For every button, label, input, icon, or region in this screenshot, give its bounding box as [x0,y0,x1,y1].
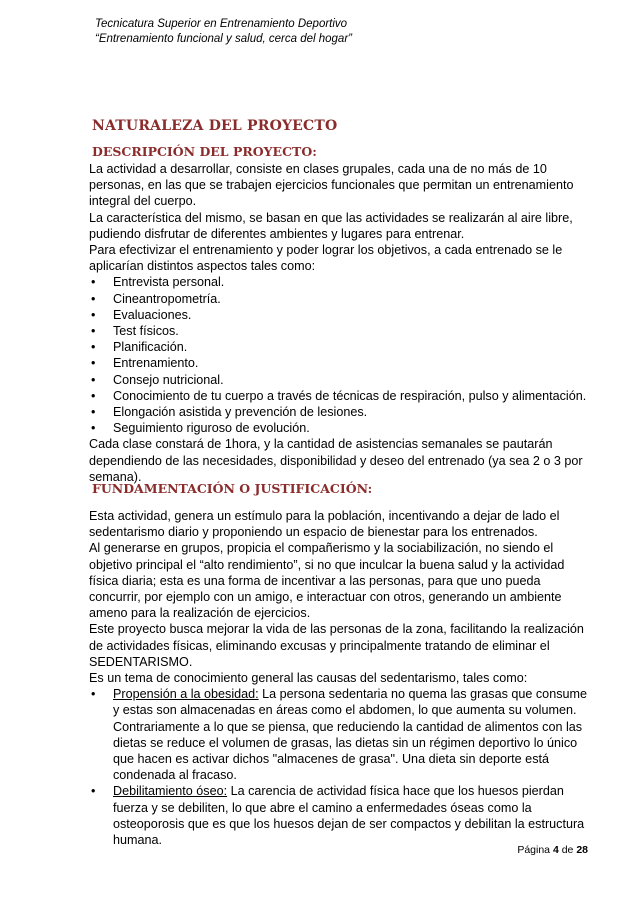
text-line: aplicarían distintos aspectos tales como: [89,259,316,274]
bullet-icon: • [91,307,96,322]
text-line: personas, en las que se trabajen ejercicios funcionales que permitan un entrenamiento [89,178,574,193]
text-line: osteoporosis que es que los huesos dejan de ser compactos y debilitan la estructura [113,816,585,831]
bullet-icon: • [91,405,96,420]
text-line: Contrariamente a lo que se piensa, que reduciendo la cantidad de alimentos con las [113,719,583,734]
text-line: Este proyecto busca mejorar la vida de las personas de la zona, facilitando la realización [89,622,584,637]
bullet-icon: • [91,784,96,799]
section-title: NATURALEZA DEL PROYECTO [92,118,338,134]
fundamentacion-title: FUNDAMENTACIÓN O JUSTIFICACIÓN: [92,481,373,496]
text-line: dependiendo de las necesidades, disponibilidad y deseo del entrenado (ya sea 2 o 3 por [89,453,583,468]
descripcion-body [89,161,609,485]
page-label: Página [517,844,551,856]
list-item: • Elongación asistida y prevención de lesiones. [91,405,368,420]
text-line: pudiendo disfrutar de diferentes ambientes y lugares para entrenar. [89,226,465,241]
bullet-icon: • [91,372,96,387]
bullet-icon: • [91,324,96,339]
cause-term: Propensión a la obesidad: [113,687,259,702]
header-line-1: Tecnicatura Superior en Entrenamiento Deportivo [95,18,348,30]
list-item: • Conocimiento de tu cuerpo a través de técnicas de respiración, pulso y alimentación. [91,388,587,403]
descripcion-title: DESCRIPCIÓN DEL PROYECTO: [92,144,317,159]
text-line: fuerza y se debiliten, lo que abre el camino a enfermedades óseas como la [113,800,532,815]
text-line: semana). [89,469,142,484]
text-line: y estas son almacenadas en áreas como el abdomen, lo que aumenta su volumen. [113,703,577,718]
list-item: • Consejo nutricional. [91,372,224,387]
header-line-2: “Entrenamiento funcional y salud, cerca del hogar” [95,33,352,45]
page-current: 4 [552,844,559,856]
text-line: sedentarismo diario y proponiendo un espacio de bienestar para los entrenados. [89,525,538,540]
list-item: • Evaluaciones. [91,307,192,322]
bullet-icon: • [91,356,96,371]
text-line: de actividades físicas, eliminando excusas y principalmente tratando de eliminar el [89,638,550,653]
text-line: Esta actividad, genera un estímulo para la población, incentivando a dejar de lado el [89,509,560,523]
descripcion-intro [89,161,609,274]
text-line: concurrir, por ejemplo con un amigo, e interactuar con otros, generando un ambiente [89,590,562,605]
text-line: integral del cuerpo. [89,194,197,209]
text-line: SEDENTARISMO. [89,654,193,669]
text-line: Es un tema de conocimiento general las causas del sedentarismo, tales como: [89,671,528,686]
list-item: • Entrenamiento. [91,356,199,371]
fundamentacion-body [89,508,609,848]
page-of: de [561,844,574,856]
aspects-list [89,274,609,436]
list-item: • Entrevista personal. [91,275,225,290]
cause-item-debilitamiento: • Debilitamiento óseo: La carencia de actividad física hace que los huesos pierdan fuerza y se debiliten, lo que abre el camino a enfermedades óseas como la osteoporosis que es que los huesos dejan de ser compactos y debilitan la estructura humana. [89,783,609,848]
list-item: • Planificación. [91,340,188,355]
text-line: Cada clase constará de 1hora, y la cantidad de asistencias semanales se pautarán [89,437,553,452]
page-footer [517,844,588,856]
cause-term: Debilitamiento óseo: [113,784,228,799]
bullet-icon: • [91,275,96,290]
text-line: Al generarse en grupos, propicia el compañerismo y la sociabilización, no siendo el [89,541,554,556]
text-line: dietas se reduce el volumen de grasas, las dietas sin un régimen deportivo lo único [113,735,578,750]
text-line: humana. [113,833,163,848]
text-line: ameno para la realización de ejercicios. [89,606,311,621]
cause-item-obesidad: • Propensión a la obesidad: La persona sedentaria no quema las grasas que consume y estas son almacenadas en áreas como el abdomen, lo que aumenta su volumen. Contrariamente a lo que se piensa, que reduciendo la cantidad de alimentos con las dietas se reduce el volumen de grasas, las dietas sin un régimen deportivo lo único que hacen es activar dichos "almacenes de grasa". Una dieta sin deporte está condenada al fracaso. [89,686,609,783]
page-total: 28 [576,844,588,856]
bullet-icon: • [91,388,96,403]
page-header [95,17,352,47]
text-line: La característica del mismo, se basan en que las actividades se realizarán al aire libre, [89,210,573,225]
list-item: • Seguimiento riguroso de evolución. [91,421,310,436]
descripcion-closing [89,436,609,485]
list-item: • Cineantropometría. [91,291,221,306]
bullet-icon: • [91,687,96,702]
text-line: Para efectivizar el entrenamiento y poder lograr los objetivos, a cada entrenado se le [89,243,563,258]
text-line: que hacen es activar dichos "almacenes de grasa". Una dieta sin deporte está [113,752,549,767]
list-item: • Test físicos. [91,324,179,339]
text-line: La actividad a desarrollar, consiste en clases grupales, cada una de no más de 10 [89,162,547,176]
bullet-icon: • [91,421,96,436]
text-line: física diaria; esta es una forma de incentivar a las personas, para que uno pueda [89,573,541,588]
text-line: condenada al fracaso. [113,768,237,783]
bullet-icon: • [91,340,96,355]
bullet-icon: • [91,291,96,306]
text-line: objetivo principal el “alto rendimiento”, si no que inculcar la buena salud y la actividad [89,557,565,572]
